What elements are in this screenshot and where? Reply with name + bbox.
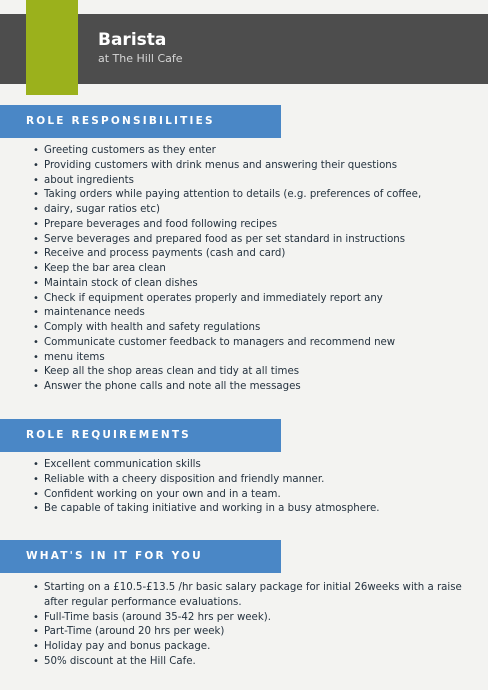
bullet-icon: • xyxy=(33,307,39,319)
bullet-icon: • xyxy=(33,292,39,304)
list-item xyxy=(33,581,474,611)
bullet-icon: • xyxy=(33,277,39,289)
bullet-icon: • xyxy=(33,641,39,652)
list-item-text: Keep the bar area clean xyxy=(44,263,166,274)
bullet-icon: • xyxy=(33,366,39,378)
list-item xyxy=(33,144,472,159)
list-item xyxy=(33,488,472,503)
bullet-icon: • xyxy=(33,145,39,156)
list-item-text: Providing customers with drink menus and answering their questions xyxy=(44,159,398,171)
list-item-text: Taking orders while paying attention to details (e.g. preferences of coffee, xyxy=(44,189,422,201)
bullet-icon: • xyxy=(33,626,39,638)
list-item xyxy=(33,611,474,626)
list-item xyxy=(33,365,472,380)
list-item-text: about ingredients xyxy=(44,174,134,186)
list-item-text: dairy, sugar ratios etc) xyxy=(44,204,161,215)
list-item xyxy=(33,159,472,174)
list-item xyxy=(33,233,472,248)
list-item-text: Answer the phone calls and note all the messages xyxy=(44,381,301,392)
bullet-icon: • xyxy=(33,159,39,171)
list-item xyxy=(33,174,472,189)
benefits-list xyxy=(33,581,474,670)
list-item xyxy=(33,336,472,351)
list-item-text: Be capable of taking initiative and working in a busy atmosphere. xyxy=(44,503,380,515)
list-item xyxy=(33,473,472,488)
list-item xyxy=(33,247,472,262)
list-item-text: Comply with health and safety regulations xyxy=(44,322,261,333)
list-item-text: Starting on a £10.5-£13.5 /hr basic salary package for initial 26weeks with a raise after regular performance evaluations. xyxy=(44,582,462,608)
list-item-text: maintenance needs xyxy=(44,307,145,319)
bullet-icon: • xyxy=(33,322,39,333)
list-item-text: Prepare beverages and food following recipes xyxy=(44,218,278,230)
list-item xyxy=(33,203,472,218)
list-item-text: 50% discount at the Hill Cafe. xyxy=(44,655,196,667)
list-item-text: Check if equipment operates properly and immediately report any xyxy=(44,292,383,304)
bullet-icon: • xyxy=(33,189,39,201)
list-item-text: Keep all the shop areas clean and tidy at all times xyxy=(44,366,300,378)
list-item xyxy=(33,655,474,670)
bullet-icon: • xyxy=(33,174,39,186)
list-item xyxy=(33,277,472,292)
section-heading-requirements: ROLE REQUIREMENTS xyxy=(0,419,281,452)
list-item-text: Reliable with a cheery disposition and friendly manner. xyxy=(44,473,325,485)
list-item xyxy=(33,262,472,277)
bullet-icon: • xyxy=(33,473,39,485)
bullet-icon: • xyxy=(33,263,39,274)
list-item xyxy=(33,351,472,366)
list-item-text: Confident working on your own and in a team. xyxy=(44,488,281,500)
bullet-icon: • xyxy=(33,459,39,470)
list-item xyxy=(33,625,474,640)
list-item xyxy=(33,502,472,517)
bullet-icon: • xyxy=(33,381,39,392)
list-item-text: Excellent communication skills xyxy=(44,459,201,470)
list-item-text: Greeting customers as they enter xyxy=(44,145,216,156)
list-item-text: Maintain stock of clean dishes xyxy=(44,277,198,289)
accent-block xyxy=(26,0,78,95)
section-heading-benefits: WHAT'S IN IT FOR YOU xyxy=(0,540,281,573)
list-item xyxy=(33,458,472,473)
list-item-text: Serve beverages and prepared food as per set standard in instructions xyxy=(44,233,406,245)
section-heading-responsibilities: ROLE RESPONSIBILITIES xyxy=(0,105,281,138)
list-item-text: Full-Time basis (around 35-42 hrs per week). xyxy=(44,611,271,623)
list-item xyxy=(33,292,472,307)
bullet-icon: • xyxy=(33,248,39,260)
bullet-icon: • xyxy=(33,218,39,230)
list-item xyxy=(33,380,472,395)
bullet-icon: • xyxy=(33,488,39,500)
list-item xyxy=(33,306,472,321)
list-item-text: menu items xyxy=(44,351,105,363)
list-item-text: Receive and process payments (cash and card) xyxy=(44,248,286,260)
bullet-icon: • xyxy=(33,336,39,348)
list-item xyxy=(33,218,472,233)
bullet-icon: • xyxy=(33,351,39,363)
responsibilities-list xyxy=(33,144,472,395)
bullet-icon: • xyxy=(33,611,39,623)
bullet-icon: • xyxy=(33,233,39,245)
list-item-text: Communicate customer feedback to managers and recommend new xyxy=(44,336,396,348)
bullet-icon: • xyxy=(33,503,39,515)
list-item xyxy=(33,188,472,203)
requirements-list xyxy=(33,458,472,517)
bullet-icon: • xyxy=(33,204,39,215)
employer-subtitle: at The Hill Cafe xyxy=(98,52,183,65)
list-item xyxy=(33,321,472,336)
list-item-text: Holiday pay and bonus package. xyxy=(44,641,211,652)
job-title: Barista xyxy=(98,30,167,50)
bullet-icon: • xyxy=(33,655,39,667)
bullet-icon: • xyxy=(33,582,39,593)
list-item xyxy=(33,640,474,655)
list-item-text: Part-Time (around 20 hrs per week) xyxy=(44,626,225,638)
